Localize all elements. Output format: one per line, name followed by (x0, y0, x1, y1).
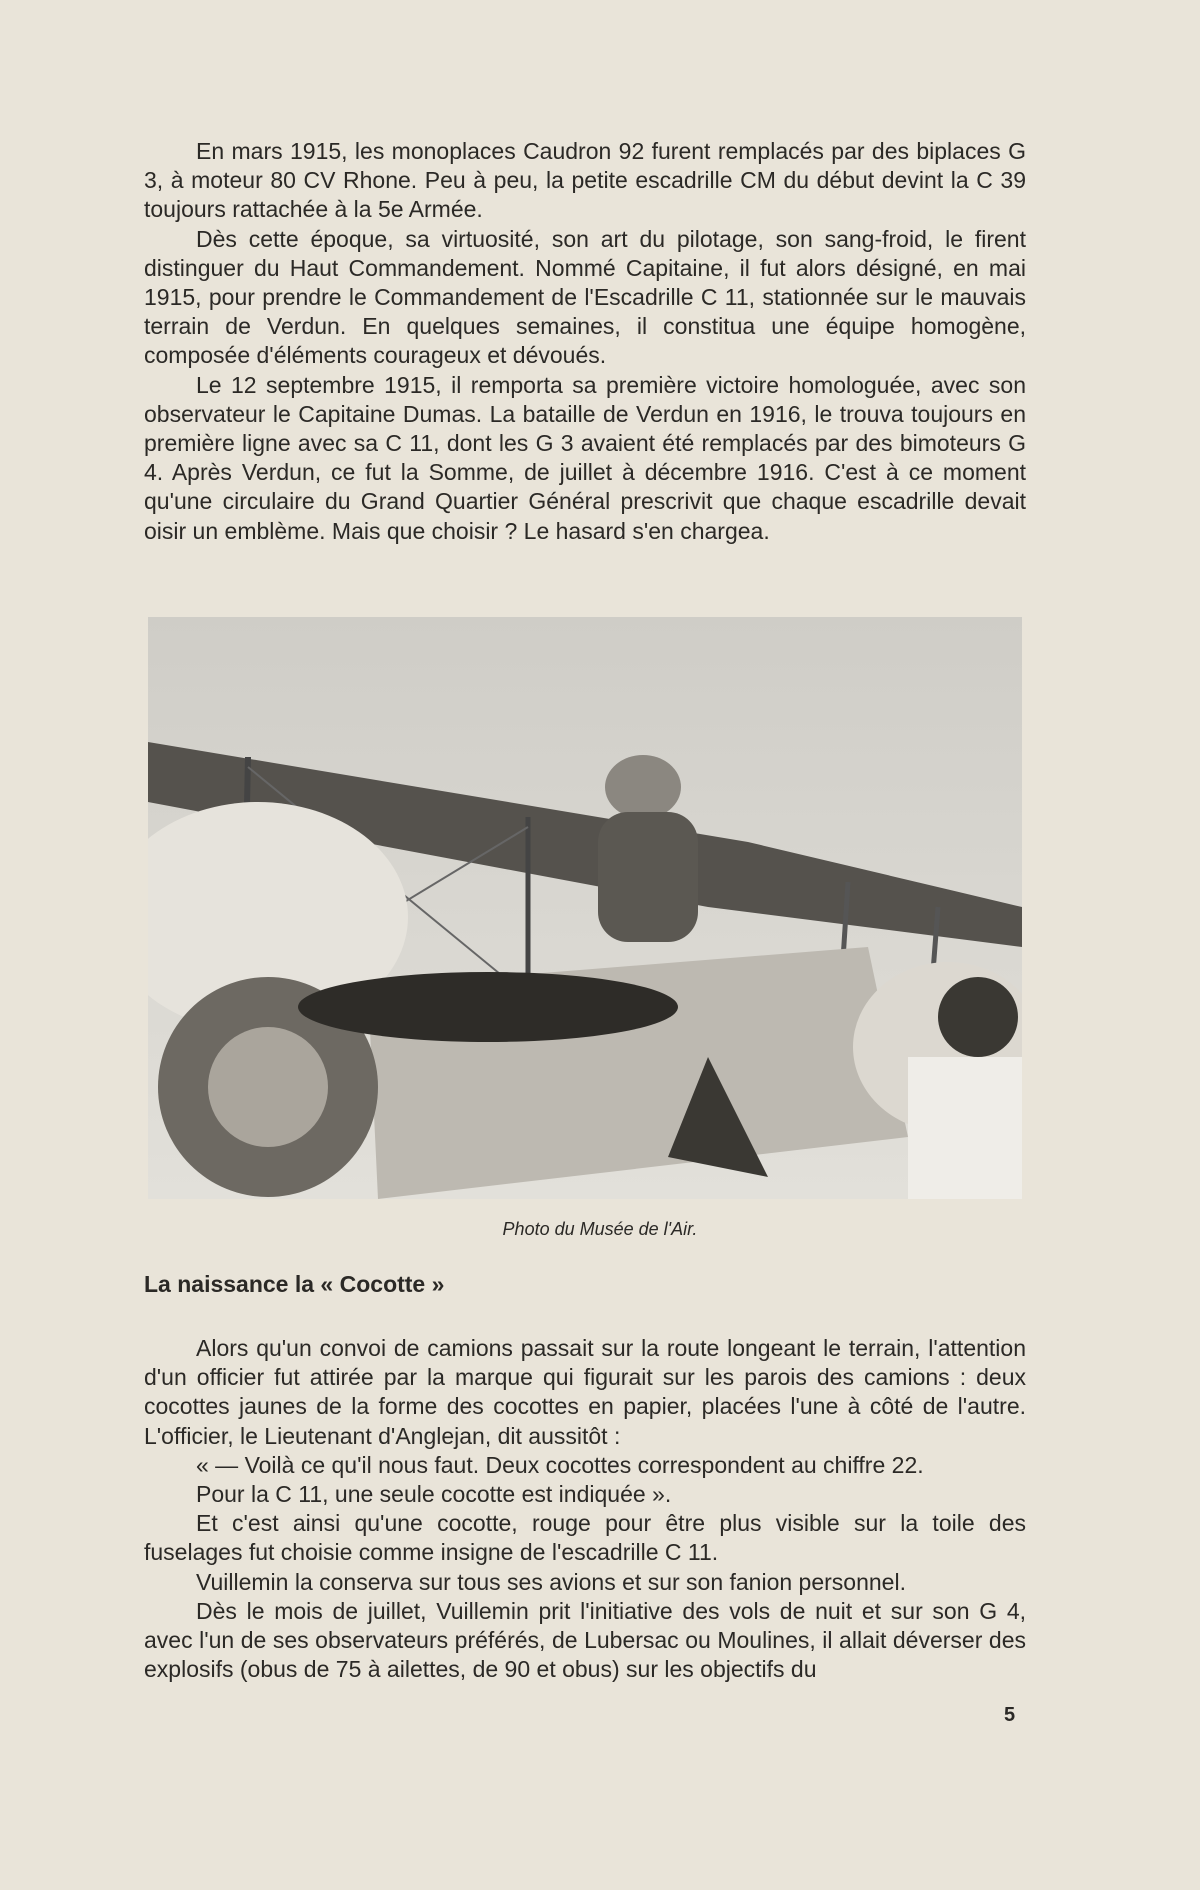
biplane-photo (148, 617, 1022, 1199)
section-title: La naissance la « Cocotte » (144, 1271, 445, 1297)
page-number: 5 (1004, 1704, 1016, 1726)
paragraph: Alors qu'un convoi de camions passait sur la route longeant le terrain, l'attention d'un officier fut attirée par la marque qui figurait sur les parois des camions : deux cocottes jaunes de la forme des cocottes en papier, placées l'une à côté de l'autre. L'officier, le Lieutenant d'Anglejan, dit aussitôt : (144, 1335, 1026, 1449)
intro-text (144, 137, 1026, 546)
paragraph: « — Voilà ce qu'il nous faut. Deux cocottes correspondent au chiffre 22. (196, 1451, 924, 1478)
paragraph: En mars 1915, les monoplaces Caudron 92 furent remplacés par des biplaces G 3, à moteur 80 CV Rhone. Peu à peu, la petite escadrille CM du début devint la C 39 toujours rattachée à la 5e Armée. (144, 138, 1026, 223)
photo-caption: Photo du Musée de l'Air. (502, 1219, 698, 1239)
section-text (144, 1334, 1026, 1684)
paragraph: Le 12 septembre 1915, il remporta sa première victoire homologuée, avec son observateur le Capitaine Dumas. La bataille de Verdun en 1916, le trouva toujours en première ligne avec sa C 11, dont les G 3 avaient été remplacés par des bimoteurs G 4. Après Verdun, ce fut la Somme, de juillet à décembre 1916. C'est à ce moment qu'une circulaire du Grand Quartier Général prescrivit que chaque escadrille devait oisir un emblème. Mais que choisir ? Le hasard s'en chargea. (144, 371, 1026, 544)
paragraph: Dès le mois de juillet, Vuillemin prit l'initiative des vols de nuit et sur son G 4, avec l'un de ses observateurs préférés, de Lubersac ou Moulines, il allait déverser des explosifs (obus de 75 à ailettes, de 90 et obus) sur les objectifs du (144, 1597, 1026, 1683)
paragraph: Vuillemin la conserva sur tous ses avions et sur son fanion personnel. (196, 1568, 906, 1595)
paragraph: Et c'est ainsi qu'une cocotte, rouge pour être plus visible sur la toile des fuselages fut choisie comme insigne de l'escadrille C 11. (144, 1510, 1026, 1566)
paragraph: Dès cette époque, sa virtuosité, son art du pilotage, son sang-froid, le firent distinguer du Haut Commandement. Nommé Capitaine, il fut alors désigné, en mai 1915, pour prendre le Commandement de l'Escadrille C 11, stationnée sur le mauvais terrain de Verdun. En quelques semaines, il constitua une équipe homogène, composée d'éléments courageux et dévoués. (144, 225, 1026, 369)
paragraph: Pour la C 11, une seule cocotte est indiquée ». (196, 1481, 672, 1508)
